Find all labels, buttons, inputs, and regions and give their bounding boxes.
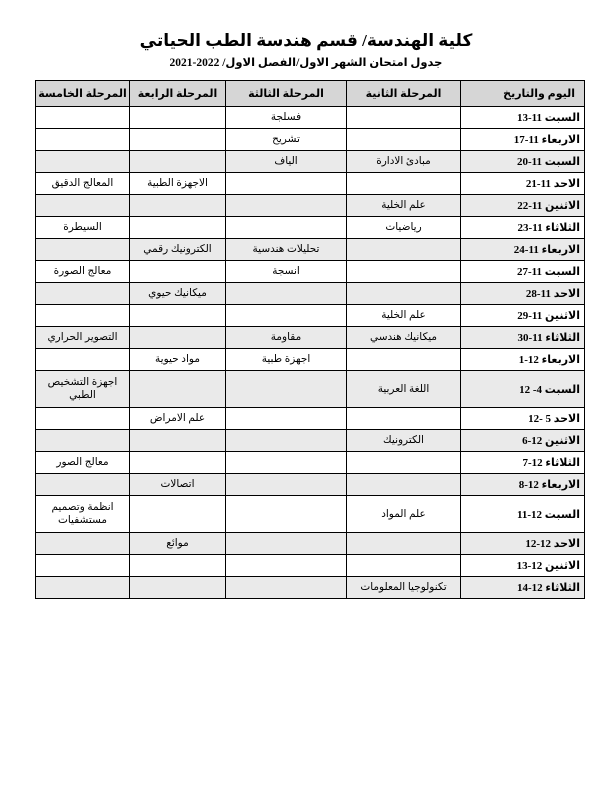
date-cell: السبت 11-13 [461,107,585,129]
stage2-cell: علم الخلية [347,195,461,217]
table-row [36,217,585,239]
table-row [36,430,585,452]
stage2-cell [347,533,461,555]
stage5-cell: اجهزة التشخيص الطبي [36,371,130,408]
stage3-cell [226,305,347,327]
table-row [36,173,585,195]
stage4-cell: علم الامراض [130,408,226,430]
date-cell: الاحد 12-12 [461,533,585,555]
stage3-cell [226,577,347,599]
stage4-cell [130,496,226,533]
date-cell: الثلاثاء 11-30 [461,327,585,349]
stage2-cell: علم المواد [347,496,461,533]
table-row [36,107,585,129]
stage5-cell [36,283,130,305]
stage2-cell: مبادئ الادارة [347,151,461,173]
stage2-cell [347,408,461,430]
stage3-cell [226,555,347,577]
table-row [36,408,585,430]
schedule-table-body [36,107,585,599]
stage3-cell [226,217,347,239]
stage4-cell [130,261,226,283]
stage2-cell [347,173,461,195]
table-row [36,305,585,327]
stage5-cell [36,239,130,261]
stage4-cell [130,430,226,452]
stage3-cell [226,533,347,555]
stage3-cell [226,173,347,195]
stage5-cell [36,195,130,217]
stage5-cell: المعالج الدقيق [36,173,130,195]
stage2-cell [347,474,461,496]
stage4-cell: موائع [130,533,226,555]
stage5-cell: معالج الصور [36,452,130,474]
page-title: كلية الهندسة/ قسم هندسة الطب الحياتي [139,31,473,50]
stage4-cell [130,327,226,349]
header-stage-5: المرحلة الخامسة [36,81,130,107]
date-cell: الاثنين 12-6 [461,430,585,452]
stage4-cell [130,305,226,327]
stage5-cell: السيطرة [36,217,130,239]
stage5-cell [36,430,130,452]
stage3-cell [226,452,347,474]
table-row [36,474,585,496]
table-row [36,239,585,261]
stage3-cell: مقاومة [226,327,347,349]
date-cell: السبت 11-20 [461,151,585,173]
stage4-cell: اتصالات [130,474,226,496]
stage4-cell [130,129,226,151]
stage5-cell [36,408,130,430]
stage2-cell: علم الخلية [347,305,461,327]
table-row [36,496,585,533]
date-cell: الاربعاء 12-1 [461,349,585,371]
stage3-cell [226,371,347,408]
stage4-cell: الكترونيك رقمي [130,239,226,261]
date-cell: الاحد 11-28 [461,283,585,305]
header-day-date: اليوم والتاريخ [461,81,585,107]
header-stage-4: المرحلة الرابعة [130,81,226,107]
stage5-cell [36,129,130,151]
stage3-cell [226,408,347,430]
stage5-cell: معالج الصورة [36,261,130,283]
date-cell: الاربعاء 11-17 [461,129,585,151]
stage2-cell [347,261,461,283]
stage2-cell [347,452,461,474]
stage2-cell: ميكانيك هندسي [347,327,461,349]
stage3-cell: اجهزة طبية [226,349,347,371]
table-row [36,283,585,305]
stage2-cell: الكترونيك [347,430,461,452]
date-cell: الثلاثاء 12-7 [461,452,585,474]
stage3-cell [226,496,347,533]
page-subtitle: جدول امتحان الشهر الاول/الفصل الاول/ 2022-2021 [169,57,443,69]
stage3-cell: فسلجة [226,107,347,129]
header-stage-2: المرحلة الثانية [347,81,461,107]
date-cell: الثلاثاء 11-23 [461,217,585,239]
date-cell: الاثنين 11-29 [461,305,585,327]
stage4-cell: ميكانيك حيوي [130,283,226,305]
stage5-cell [36,474,130,496]
table-row [36,577,585,599]
date-cell: الثلاثاء 12-14 [461,577,585,599]
stage5-cell [36,555,130,577]
stage2-cell [347,283,461,305]
table-row [36,129,585,151]
stage3-cell [226,430,347,452]
stage4-cell [130,151,226,173]
stage2-cell [347,239,461,261]
stage3-cell: الياف [226,151,347,173]
exam-schedule-table [35,80,585,599]
stage5-cell [36,151,130,173]
stage4-cell [130,555,226,577]
table-row [36,555,585,577]
date-cell: الاربعاء 11-24 [461,239,585,261]
stage5-cell [36,577,130,599]
date-cell: الاثنين 11-22 [461,195,585,217]
table-header-row [36,81,585,107]
table-row [36,349,585,371]
stage2-cell [347,349,461,371]
stage2-cell: اللغة العربية [347,371,461,408]
stage5-cell: التصوير الحراري [36,327,130,349]
table-row [36,261,585,283]
date-cell: السبت 11-27 [461,261,585,283]
stage2-cell: رياضيات [347,217,461,239]
stage3-cell [226,474,347,496]
table-row [36,327,585,349]
stage4-cell: مواد حيوية [130,349,226,371]
stage5-cell [36,305,130,327]
stage4-cell: الاجهزة الطبية [130,173,226,195]
stage4-cell [130,107,226,129]
stage3-cell [226,283,347,305]
date-cell: الاحد 5 -12 [461,408,585,430]
date-cell: السبت 12-11 [461,496,585,533]
stage2-cell [347,107,461,129]
stage4-cell [130,452,226,474]
stage4-cell [130,577,226,599]
stage5-cell: انظمة وتصميم مستشفيات [36,496,130,533]
stage5-cell [36,349,130,371]
stage3-cell: تشريح [226,129,347,151]
date-cell: الاربعاء 12-8 [461,474,585,496]
stage4-cell [130,217,226,239]
stage4-cell [130,371,226,408]
stage3-cell: تحليلات هندسية [226,239,347,261]
stage5-cell [36,533,130,555]
header-stage-3: المرحلة الثالثة [226,81,347,107]
date-cell: السبت 4- 12 [461,371,585,408]
stage2-cell [347,555,461,577]
stage3-cell [226,195,347,217]
table-row [36,533,585,555]
table-row [36,195,585,217]
table-row [36,371,585,408]
stage3-cell: انسجة [226,261,347,283]
stage2-cell [347,129,461,151]
stage2-cell: تكنولوجيا المعلومات [347,577,461,599]
date-cell: الاثنين 12-13 [461,555,585,577]
table-row [36,151,585,173]
table-row [36,452,585,474]
stage5-cell [36,107,130,129]
date-cell: الاحد 11-21 [461,173,585,195]
stage4-cell [130,195,226,217]
